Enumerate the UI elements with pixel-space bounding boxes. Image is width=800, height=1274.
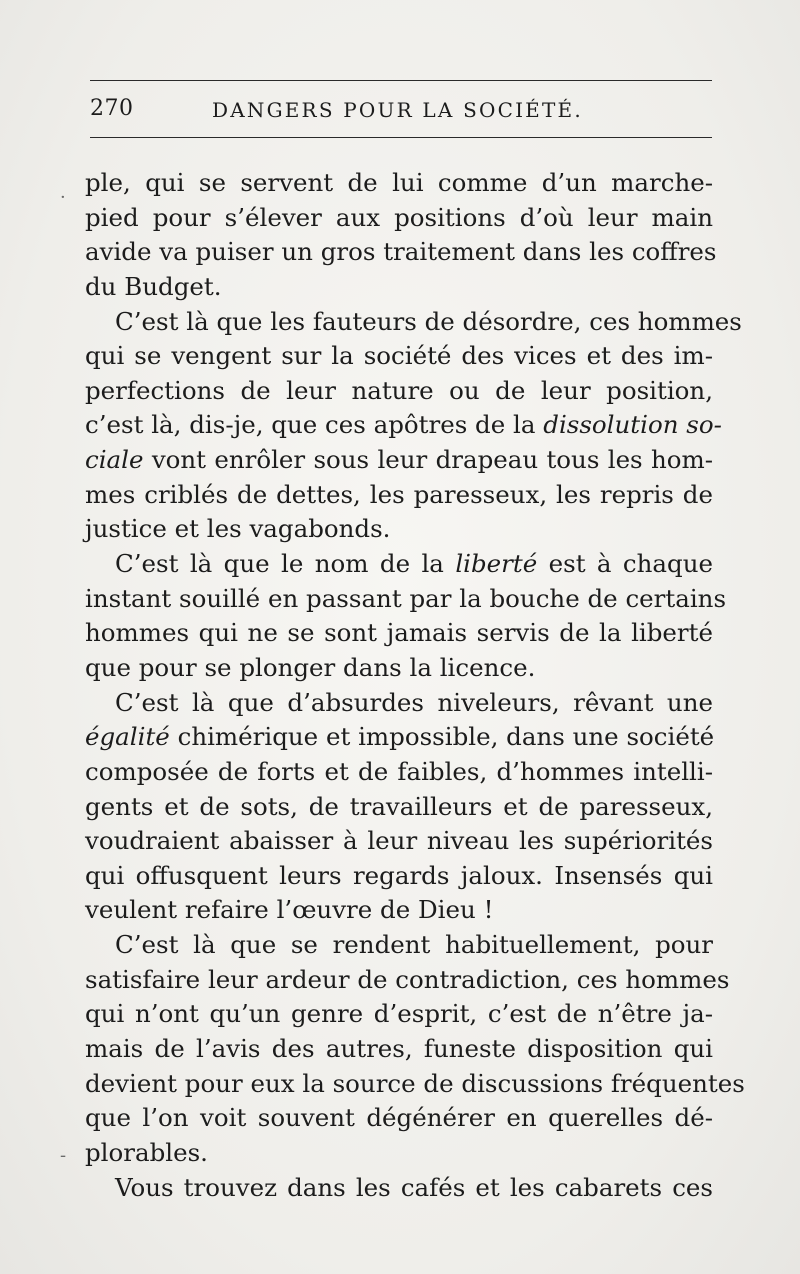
text-line: instant souillé en passant par la bouche de certains	[85, 583, 727, 613]
text-line: devient pour eux la source de discussions fréquentes	[85, 1068, 745, 1098]
text-line: C’est là que d’absurdes niveleurs, rêvant une	[115, 687, 713, 717]
text-line: plorables.	[85, 1137, 208, 1167]
text-line: justice et les vagabonds.	[85, 514, 391, 544]
header-rule-top	[90, 80, 712, 81]
text-line: qui n’ont qu’un genre d’esprit, c’est de n’être ja-	[85, 999, 713, 1029]
italic-term: liberté	[455, 549, 538, 579]
text-line: pied pour s’élever aux positions d’où leur main	[85, 202, 713, 232]
text-line: du Budget.	[85, 271, 222, 301]
text-line: hommes qui ne se sont jamais servis de la liberté	[85, 618, 713, 648]
italic-term: égalité	[85, 722, 170, 752]
line-segment: est à chaque	[537, 549, 713, 579]
text-line: C’est là que les fauteurs de désordre, ces hommes	[115, 306, 742, 336]
italic-term: ciale	[85, 445, 144, 475]
body-text	[85, 166, 745, 1205]
text-line	[85, 547, 713, 582]
text-line: mes criblés de dettes, les paresseux, les repris de	[85, 479, 713, 509]
text-line: composée de forts et de faibles, d’hommes intelli-	[85, 756, 713, 786]
text-line: qui se vengent sur la société des vices et des im-	[85, 341, 713, 371]
text-line	[85, 443, 713, 478]
line-segment: chimérique et impossible, dans une société	[169, 722, 715, 752]
text-line: perfections de leur nature ou de leur position,	[85, 375, 713, 405]
text-line: que pour se plonger dans la licence.	[85, 652, 536, 682]
italic-term: dissolution so-	[543, 410, 722, 440]
text-line: que l’on voit souvent dégénérer en querelles dé-	[85, 1103, 713, 1133]
line-segment: vont enrôler sous leur drapeau tous les hom-	[143, 445, 713, 475]
text-line: voudraient abaisser à leur niveau les supériorités	[85, 826, 713, 856]
margin-dash: -	[60, 1145, 67, 1166]
line-segment: C’est là que le nom de la	[115, 549, 456, 579]
text-line: C’est là que se rendent habituellement, pour	[115, 930, 713, 960]
text-line: ple, qui se servent de lui comme d’un marche-	[85, 168, 713, 197]
text-line	[85, 408, 722, 443]
line-segment: c’est là, dis-je, que ces apôtres de la	[85, 410, 544, 440]
text-line: mais de l’avis des autres, funeste disposition qui	[85, 1034, 713, 1064]
margin-dot: ·	[60, 187, 66, 208]
text-line: avide va puiser un gros traitement dans les coffres	[85, 237, 717, 267]
page-header	[90, 96, 712, 128]
text-line: Vous trouvez dans les cafés et les cabarets ces	[115, 1172, 713, 1202]
text-line: qui offusquent leurs regards jaloux. Insensés qui	[85, 860, 713, 890]
text-line: gents et de sots, de travailleurs et de paresseux,	[85, 791, 713, 821]
page-number: 270	[90, 96, 134, 121]
text-line: satisfaire leur ardeur de contradiction, ces hommes	[85, 964, 730, 994]
running-title: DANGERS POUR LA SOCIÉTÉ.	[212, 98, 583, 122]
text-line: veulent refaire l’œuvre de Dieu !	[85, 895, 494, 925]
header-rule-bottom	[90, 137, 712, 138]
text-line	[85, 720, 713, 755]
